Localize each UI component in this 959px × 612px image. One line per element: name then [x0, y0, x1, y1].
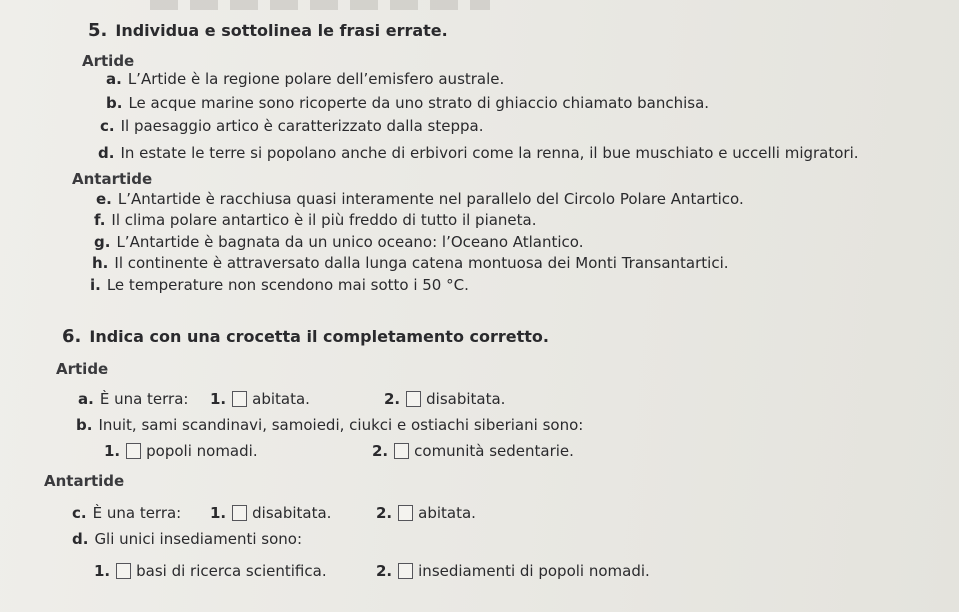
option-text: abitata.	[418, 504, 476, 522]
question-a-prompt	[78, 390, 188, 408]
statement-letter: b.	[106, 94, 123, 112]
option-b2	[372, 442, 574, 460]
checkbox-d2[interactable]	[398, 563, 413, 579]
question-text: Inuit, sami scandinavi, samoiedi, ciukci e ostiachi siberiani sono:	[98, 416, 584, 434]
question-text: È una terra:	[99, 390, 189, 408]
exercise-6-instruction: Indica con una crocetta il completamento corretto.	[89, 327, 549, 346]
option-number: 1.	[210, 390, 227, 408]
statement-f[interactable]	[94, 211, 537, 229]
statement-d[interactable]	[98, 144, 859, 162]
statement-letter: f.	[94, 211, 106, 229]
section-antartide-heading: Antartide	[44, 472, 125, 490]
option-c1	[210, 504, 331, 522]
question-b-options	[0, 442, 959, 462]
section-artide-heading: Artide	[82, 52, 135, 70]
statement-text: In estate le terre si popolano anche di erbivori come la renna, il bue muschiato e uccelli migratori.	[120, 144, 859, 162]
option-number: 1.	[210, 504, 227, 522]
option-number: 2.	[384, 390, 401, 408]
option-number: 2.	[372, 442, 389, 460]
option-d1	[94, 562, 327, 580]
statement-text: Il clima polare antartico è il più freddo di tutto il pianeta.	[111, 211, 537, 229]
statement-text: Le temperature non scendono mai sotto i 50 °C.	[106, 276, 469, 294]
page-header-strip	[150, 0, 490, 10]
statement-b[interactable]	[106, 94, 709, 112]
question-c	[0, 504, 959, 524]
checkbox-c2[interactable]	[398, 505, 413, 521]
statement-letter: e.	[96, 190, 112, 208]
statement-letter: a.	[106, 70, 122, 88]
question-c-prompt	[72, 504, 181, 522]
statement-text: Il continente è attraversato dalla lunga catena montuosa dei Monti Transantartici.	[114, 254, 729, 272]
exercise-6-number: 6.	[62, 326, 82, 347]
option-text: disabitata.	[252, 504, 332, 522]
checkbox-a1[interactable]	[232, 391, 247, 407]
option-text: basi di ricerca scientifica.	[136, 562, 327, 580]
checkbox-b2[interactable]	[394, 443, 409, 459]
checkbox-b1[interactable]	[126, 443, 141, 459]
statement-c[interactable]	[100, 117, 483, 135]
option-d2	[376, 562, 650, 580]
statement-a[interactable]	[106, 70, 504, 88]
statement-h[interactable]	[92, 254, 729, 272]
question-text: È una terra:	[92, 504, 182, 522]
question-b-prompt	[76, 416, 583, 434]
statement-letter: i.	[90, 276, 101, 294]
option-b1	[104, 442, 258, 460]
question-letter: b.	[76, 416, 93, 434]
option-text: abitata.	[252, 390, 310, 408]
question-d-prompt	[72, 530, 302, 548]
question-text: Gli unici insediamenti sono:	[94, 530, 303, 548]
statement-letter: c.	[100, 117, 115, 135]
checkbox-a2[interactable]	[406, 391, 421, 407]
statement-text: Le acque marine sono ricoperte da uno strato di ghiaccio chiamato banchisa.	[128, 94, 710, 112]
option-a2	[384, 390, 505, 408]
exercise-5-number: 5.	[88, 20, 108, 41]
statement-letter: h.	[92, 254, 109, 272]
section-artide-heading: Artide	[56, 360, 109, 378]
question-d-options	[0, 562, 959, 582]
option-number: 2.	[376, 504, 393, 522]
option-c2	[376, 504, 476, 522]
statement-e[interactable]	[96, 190, 744, 208]
statement-text: Il paesaggio artico è caratterizzato dalla steppa.	[120, 117, 484, 135]
option-number: 1.	[94, 562, 111, 580]
option-number: 1.	[104, 442, 121, 460]
statement-text: L’Antartide è racchiusa quasi interamente nel parallelo del Circolo Polare Antartico.	[117, 190, 744, 208]
statement-text: L’Artide è la regione polare dell’emisfero australe.	[127, 70, 505, 88]
option-text: comunità sedentarie.	[414, 442, 574, 460]
option-text: insediamenti di popoli nomadi.	[418, 562, 650, 580]
question-letter: d.	[72, 530, 89, 548]
option-number: 2.	[376, 562, 393, 580]
option-text: popoli nomadi.	[146, 442, 258, 460]
question-letter: c.	[72, 504, 87, 522]
section-antartide-heading: Antartide	[72, 170, 153, 188]
statement-letter: d.	[98, 144, 115, 162]
exercise-5-title	[88, 22, 448, 40]
option-text: disabitata.	[426, 390, 506, 408]
question-a	[0, 390, 959, 410]
statement-g[interactable]	[94, 233, 583, 251]
statement-i[interactable]	[90, 276, 469, 294]
question-letter: a.	[78, 390, 94, 408]
option-a1	[210, 390, 310, 408]
checkbox-c1[interactable]	[232, 505, 247, 521]
statement-text: L’Antartide è bagnata da un unico oceano: l’Oceano Atlantico.	[116, 233, 584, 251]
exercise-6-title	[62, 328, 549, 346]
exercise-5-instruction: Individua e sottolinea le frasi errate.	[115, 21, 448, 40]
checkbox-d1[interactable]	[116, 563, 131, 579]
statement-letter: g.	[94, 233, 111, 251]
